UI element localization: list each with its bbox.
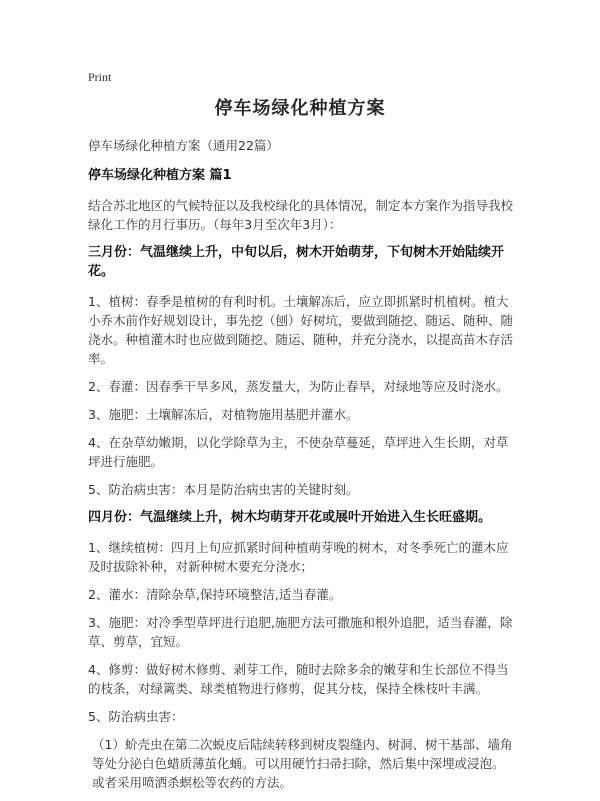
march-heading: 三月份：气温继续上升，中旬以后，树木开始萌芽，下旬树木开始陆续开花。 bbox=[88, 245, 505, 279]
march-item-2: 2、春灌：因春季干旱多风，蒸发量大，为防止春旱，对绿地等应及时浇水。 bbox=[88, 379, 509, 394]
april-item-1: 1、继续植树：四月上旬应抓紧时间种植萌芽晚的树木，对冬季死亡的灌木应及时拔除补种，对新种树木要充分浇水； bbox=[88, 540, 509, 574]
section-title: 停车场绿化种植方案 篇1 bbox=[88, 168, 232, 183]
april-item-2: 2、灌水：清除杂草,保持环境整洁,适当春灌。 bbox=[88, 587, 342, 602]
april-item-4: 4、修剪：做好树木修剪、剥芽工作，随时去除多余的嫩芽和生长部位不得当的枝条，对绿篱类、球类植物进行修剪，促其分枝，保持全株枝叶丰满。 bbox=[88, 662, 509, 696]
march-item-5: 5、防治病虫害：本月是防治病虫害的关键时刻。 bbox=[88, 482, 359, 497]
march-item-3: 3、施肥：土壤解冻后，对植物施用基肥并灌水。 bbox=[88, 407, 359, 422]
april-item-3: 3、施肥：对冷季型草坪进行追肥,施肥方法可撒施和根外追肥，适当春灌，除草、剪草，宜短。 bbox=[88, 615, 513, 649]
page-title: 停车场绿化种植方案 bbox=[214, 98, 386, 119]
document-subtitle: 停车场绿化种植方案（通用22篇） bbox=[88, 138, 279, 153]
document-body bbox=[88, 136, 514, 801]
print-link[interactable]: Print bbox=[88, 70, 112, 84]
march-item-1: 1、植树：春季是植树的有利时机。土壤解冻后，应立即抓紧时机植树。植大小乔木前作好规划设计，事先挖（刨）好树坑，要做到随挖、随运、随种、随浇水。种植灌木时也应做到随挖、随运、随种，并充分浇水，以提高苗木存活率。 bbox=[88, 294, 514, 366]
april-heading: 四月份：气温继续上升，树木均萌芽开花或展叶开始进入生长旺盛期。 bbox=[88, 510, 492, 525]
april-item-5: 5、防治病虫害： bbox=[88, 709, 184, 724]
march-item-4: 4、在杂草幼嫩期，以化学除草为主，不使杂草蔓延，草坪进入生长期，对草坪进行施肥。 bbox=[88, 435, 509, 469]
intro-paragraph: 结合苏北地区的气候特征以及我校绿化的具体情况，制定本方案作为指导我校绿化工作的月行事历。（每年3月至次年3月）： bbox=[88, 198, 514, 232]
april-pest-detail: （1）蚧壳虫在第二次蜕皮后陆续转移到树皮裂缝内、树洞、树干基部、墙角等处分泌白色蜡质薄茧化蛹。可以用硬竹扫帚扫除，然后集中深埋或浸泡。或者采用喷洒杀螟松等农药的方法。 bbox=[92, 737, 513, 790]
